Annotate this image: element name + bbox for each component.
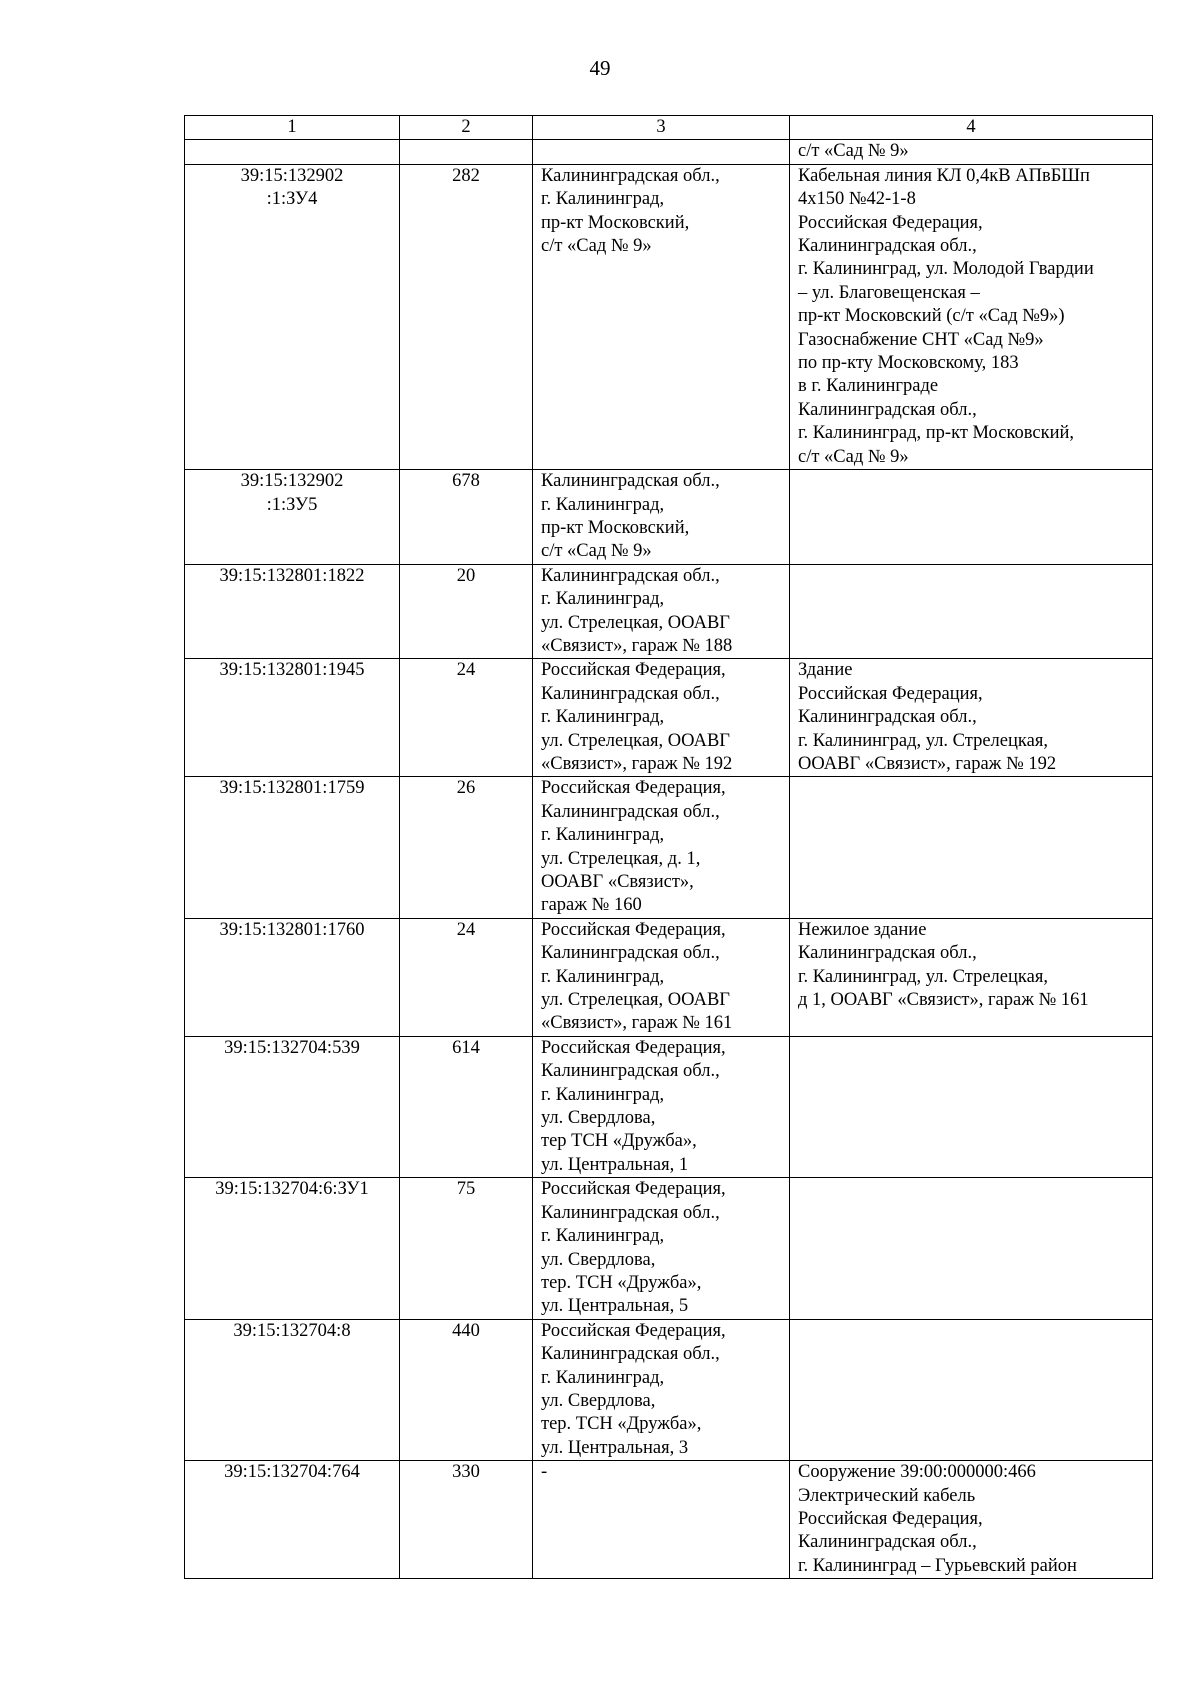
objects-cell: Здание Российская Федерация, Калининградская обл., г. Калининград, ул. Стрелецкая, ООАВГ «Связист», гараж № 192 xyxy=(790,659,1153,777)
cadastral-number-cell: 39:15:132704:6:ЗУ1 xyxy=(185,1178,400,1319)
cadastral-number-cell: 39:15:132801:1760 xyxy=(185,918,400,1036)
address-cell: Российская Федерация, Калининградская обл., г. Калининград, ул. Свердлова, тер. ТСН «Дружба», ул. Центральная, 3 xyxy=(533,1319,790,1460)
table-row xyxy=(185,777,1153,918)
column-number-1: 1 xyxy=(185,116,400,140)
land-plots-table xyxy=(184,115,1153,1579)
area-cell: 330 xyxy=(400,1461,533,1579)
cadastral-number-cell: 39:15:132704:539 xyxy=(185,1036,400,1177)
address-cell: Российская Федерация, Калининградская обл., г. Калининград, ул. Стрелецкая, ООАВГ «Связист», гараж № 161 xyxy=(533,918,790,1036)
objects-cell xyxy=(790,1178,1153,1319)
address-cell: - xyxy=(533,1461,790,1579)
area-cell: 75 xyxy=(400,1178,533,1319)
area-cell: 20 xyxy=(400,564,533,659)
objects-cell xyxy=(790,564,1153,659)
area-cell xyxy=(400,140,533,164)
area-cell: 26 xyxy=(400,777,533,918)
table-row xyxy=(185,1461,1153,1579)
column-number-row xyxy=(185,116,1153,140)
objects-cell: Нежилое здание Калининградская обл., г. Калининград, ул. Стрелецкая, д 1, ООАВГ «Связист», гараж № 161 xyxy=(790,918,1153,1036)
address-cell: Калининградская обл., г. Калининград, пр-кт Московский, с/т «Сад № 9» xyxy=(533,470,790,565)
address-cell: Российская Федерация, Калининградская обл., г. Калининград, ул. Стрелецкая, д. 1, ООАВГ «Связист», гараж № 160 xyxy=(533,777,790,918)
cadastral-number-cell: 39:15:132902 :1:ЗУ5 xyxy=(185,470,400,565)
cadastral-number-cell xyxy=(185,140,400,164)
objects-cell xyxy=(790,777,1153,918)
objects-cell xyxy=(790,1319,1153,1460)
area-cell: 678 xyxy=(400,470,533,565)
table-row xyxy=(185,1319,1153,1460)
cadastral-number-cell: 39:15:132801:1945 xyxy=(185,659,400,777)
cadastral-number-cell: 39:15:132801:1822 xyxy=(185,564,400,659)
table-row xyxy=(185,140,1153,164)
area-cell: 282 xyxy=(400,164,533,469)
page-number: 49 xyxy=(589,56,611,80)
objects-cell xyxy=(790,1036,1153,1177)
table-row xyxy=(185,1178,1153,1319)
table-row xyxy=(185,1036,1153,1177)
cadastral-number-cell: 39:15:132704:8 xyxy=(185,1319,400,1460)
address-cell: Калининградская обл., г. Калининград, пр-кт Московский, с/т «Сад № 9» xyxy=(533,164,790,469)
column-number-2: 2 xyxy=(400,116,533,140)
address-cell: Российская Федерация, Калининградская обл., г. Калининград, ул. Стрелецкая, ООАВГ «Связист», гараж № 192 xyxy=(533,659,790,777)
table-row xyxy=(185,164,1153,469)
area-cell: 24 xyxy=(400,659,533,777)
address-cell: Калининградская обл., г. Калининград, ул. Стрелецкая, ООАВГ «Связист», гараж № 188 xyxy=(533,564,790,659)
area-cell: 440 xyxy=(400,1319,533,1460)
column-number-3: 3 xyxy=(533,116,790,140)
objects-cell xyxy=(790,470,1153,565)
area-cell: 614 xyxy=(400,1036,533,1177)
table-row xyxy=(185,918,1153,1036)
objects-cell: Сооружение 39:00:000000:466 Электрический кабель Российская Федерация, Калининградская обл., г. Калининград – Гурьевский район xyxy=(790,1461,1153,1579)
address-cell xyxy=(533,140,790,164)
table-row xyxy=(185,564,1153,659)
cadastral-number-cell: 39:15:132902 :1:ЗУ4 xyxy=(185,164,400,469)
table-row xyxy=(185,659,1153,777)
address-cell: Российская Федерация, Калининградская обл., г. Калининград, ул. Свердлова, тер. ТСН «Дружба», ул. Центральная, 5 xyxy=(533,1178,790,1319)
area-cell: 24 xyxy=(400,918,533,1036)
cadastral-number-cell: 39:15:132801:1759 xyxy=(185,777,400,918)
address-cell: Российская Федерация, Калининградская обл., г. Калининград, ул. Свердлова, тер ТСН «Дружба», ул. Центральная, 1 xyxy=(533,1036,790,1177)
table-row xyxy=(185,470,1153,565)
objects-cell: с/т «Сад № 9» xyxy=(790,140,1153,164)
objects-cell: Кабельная линия КЛ 0,4кВ АПвБШп 4х150 №42-1-8 Российская Федерация, Калининградская обл., г. Калининград, ул. Молодой Гвардии – ул. Благовещенская – пр-кт Московский (с/т «Сад №9») Газоснабжение СНТ «Сад №9» по пр-кту Московскому, 183 в г. Калининграде Калининградская обл., г. Калининград, пр-кт Московский, с/т «Сад № 9» xyxy=(790,164,1153,469)
column-number-4: 4 xyxy=(790,116,1153,140)
cadastral-number-cell: 39:15:132704:764 xyxy=(185,1461,400,1579)
